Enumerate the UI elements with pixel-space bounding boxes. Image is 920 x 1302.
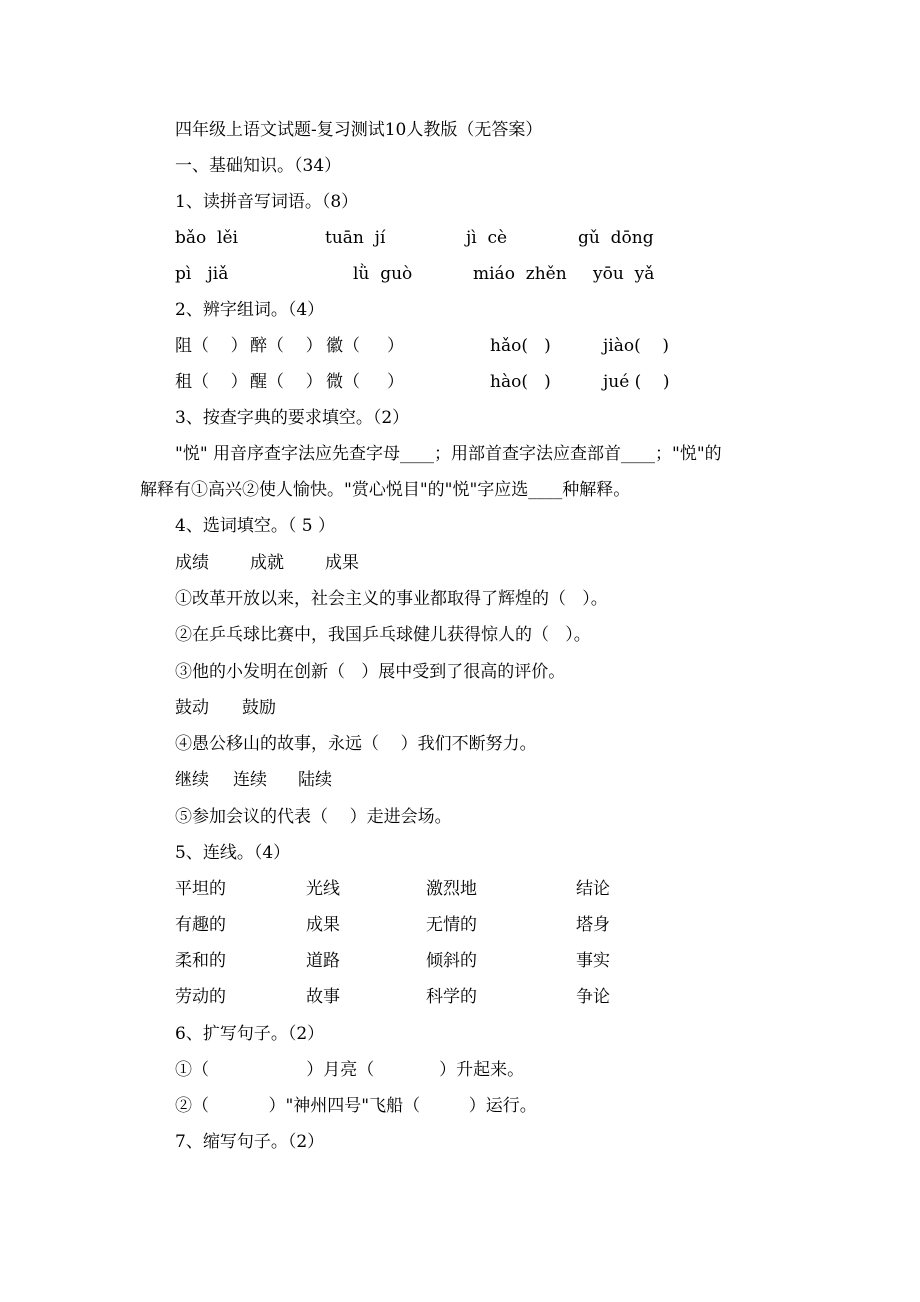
- question-heading: 5、连线。（4）: [175, 843, 291, 863]
- pinyin: pì jiǎ: [175, 264, 229, 284]
- blank-item: hào( ): [490, 372, 551, 392]
- match-word: 科学的: [426, 987, 477, 1007]
- blank-item: jiào( ): [603, 336, 669, 356]
- match-word: 无情的: [426, 915, 477, 935]
- question-heading: 7、缩写句子。（2）: [175, 1132, 325, 1152]
- pinyin: miáo zhěn: [473, 264, 567, 284]
- word: 鼓动: [175, 698, 209, 718]
- question-heading: 6、扩写句子。（2）: [175, 1024, 325, 1044]
- fill-item: ③他的小发明在创新（ ）展中受到了很高的评价。: [175, 662, 566, 682]
- blank-item: hǎo( ): [490, 336, 551, 356]
- blank-item: 徽（ ）: [326, 336, 405, 356]
- word: 成果: [325, 553, 359, 573]
- paragraph: 解释有①高兴②使人愉快。"赏心悦目"的"悦"字应选____种解释。: [140, 480, 631, 500]
- fill-item: ①改革开放以来，社会主义的事业都取得了辉煌的（ ）。: [175, 589, 608, 609]
- question-heading: 2、辨字组词。（4）: [175, 300, 325, 320]
- word: 继续: [175, 770, 209, 790]
- match-word: 柔和的: [175, 951, 226, 971]
- match-word: 故事: [306, 987, 340, 1007]
- match-word: 结论: [576, 879, 610, 899]
- blank-item: 醒（ ）: [250, 372, 323, 392]
- word: 鼓励: [242, 698, 276, 718]
- match-word: 倾斜的: [426, 951, 477, 971]
- question-heading: 3、按查字典的要求填空。（2）: [175, 408, 410, 428]
- match-word: 激烈地: [426, 879, 477, 899]
- fill-item: ②（ ）"神州四号"飞船（ ）运行。: [175, 1096, 537, 1116]
- match-word: 劳动的: [175, 987, 226, 1007]
- word: 陆续: [298, 770, 332, 790]
- blank-item: 微（ ）: [326, 372, 405, 392]
- pinyin: bǎo lěi: [175, 228, 238, 248]
- word: 连续: [233, 770, 267, 790]
- section-heading: 一、基础知识。（34）: [175, 156, 342, 176]
- word: 成绩: [175, 553, 209, 573]
- match-word: 成果: [306, 915, 340, 935]
- pinyin: lǜ guò: [353, 264, 413, 284]
- fill-item: ⑤参加会议的代表（ ）走进会场。: [175, 807, 452, 827]
- match-word: 光线: [306, 879, 340, 899]
- doc-title: 四年级上语文试题-复习测试10人教版（无答案）: [175, 120, 543, 140]
- blank-item: 租（ ）: [175, 372, 248, 392]
- match-word: 平坦的: [175, 879, 226, 899]
- pinyin: tuān jí: [325, 228, 386, 248]
- blank-item: 阻（ ）: [175, 336, 248, 356]
- pinyin: yōu yǎ: [593, 264, 655, 284]
- paragraph: "悦" 用音序查字法应先查字母____；用部首查字法应查部首____；"悦"的: [175, 444, 722, 464]
- pinyin: gǔ dōng: [578, 228, 654, 248]
- match-word: 争论: [576, 987, 610, 1007]
- question-heading: 4、选词填空。（ 5 ）: [175, 516, 335, 536]
- fill-item: ④愚公移山的故事，永远（ ）我们不断努力。: [175, 734, 537, 754]
- fill-item: ①（ ）月亮（ ）升起来。: [175, 1060, 525, 1080]
- match-word: 有趣的: [175, 915, 226, 935]
- blank-item: jué ( ): [603, 372, 670, 392]
- question-heading: 1、读拼音写词语。（8）: [175, 192, 359, 212]
- match-word: 事实: [576, 951, 610, 971]
- word: 成就: [250, 553, 284, 573]
- fill-item: ②在乒乓球比赛中，我国乒乓球健儿获得惊人的（ ）。: [175, 625, 591, 645]
- pinyin: jì cè: [466, 228, 508, 248]
- match-word: 塔身: [576, 915, 610, 935]
- match-word: 道路: [306, 951, 340, 971]
- blank-item: 醉（ ）: [250, 336, 323, 356]
